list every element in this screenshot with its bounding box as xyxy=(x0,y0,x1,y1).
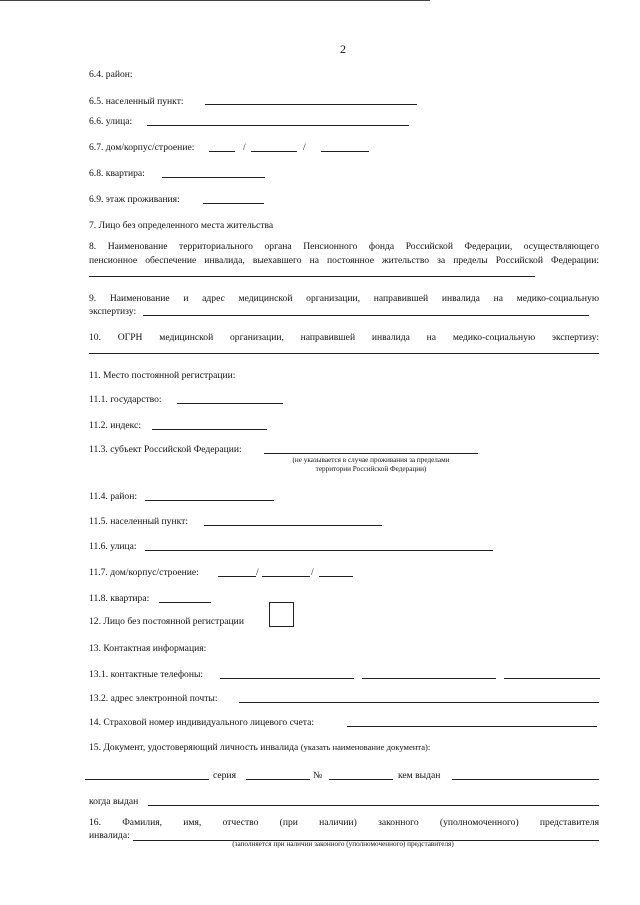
label-13-1: 13.1. контактные телефоны: xyxy=(89,669,204,680)
slash-11-7-b: / xyxy=(311,567,314,578)
page-number: 2 xyxy=(340,42,346,56)
label-15 xyxy=(89,741,430,754)
label-11-5: 11.5. населенный пункт: xyxy=(89,516,189,527)
field-11-5-settlement[interactable] xyxy=(204,525,382,526)
field-11-8-apartment[interactable] xyxy=(159,602,211,603)
field-11-6-street[interactable] xyxy=(145,550,493,551)
label-6-7: 6.7. дом/корпус/строение: xyxy=(89,142,195,153)
field-11-1-country[interactable] xyxy=(177,403,283,404)
field-13-1-phone-2[interactable] xyxy=(362,678,496,679)
field-8-pension-fund-body[interactable] xyxy=(89,276,535,277)
field-13-2-email[interactable] xyxy=(239,702,599,703)
label-15-number: № xyxy=(313,770,323,781)
field-14-snils[interactable] xyxy=(347,726,597,727)
label-13-2: 13.2. адрес электронной почты: xyxy=(89,693,218,704)
label-11-2: 11.2. индекс: xyxy=(89,420,141,431)
label-16-line1: 16. Фамилия, имя, отчество (при наличии) законного (уполномоченного) представителя xyxy=(89,817,599,828)
label-6-5: 6.5. населенный пункт: xyxy=(89,96,184,107)
field-15-issued-by[interactable] xyxy=(452,779,599,780)
field-9-medical-org[interactable] xyxy=(143,315,589,316)
label-15-when: когда выдан xyxy=(89,796,139,807)
label-11-1: 11.1. государство: xyxy=(89,394,162,405)
label-15-text: 15. Документ, удостоверяющий личность инвалида xyxy=(89,742,299,753)
label-13: 13. Контактная информация: xyxy=(89,643,207,654)
field-6-7-structure[interactable] xyxy=(321,151,369,152)
label-15-series: серия xyxy=(213,770,236,781)
label-6-6: 6.6. улица: xyxy=(89,116,133,127)
field-6-6-street[interactable] xyxy=(147,125,409,126)
field-13-1-phone-3[interactable] xyxy=(504,678,600,679)
checkbox-12-no-registration[interactable] xyxy=(269,602,294,627)
label-7: 7. Лицо без определенного места жительства xyxy=(89,220,274,231)
note-16: (заполняется при наличии законного (уполномоченного) представителя) xyxy=(232,840,454,848)
label-11: 11. Место постоянной регистрации: xyxy=(89,370,236,381)
label-9-line1: 9. Наименование и адрес медицинской организации, направившей инвалида на медико-социальную xyxy=(89,293,599,304)
label-6-4: 6.4. район: xyxy=(89,69,133,80)
top-border xyxy=(0,0,430,1)
slash-6-7-a: / xyxy=(243,142,246,153)
field-11-7-structure[interactable] xyxy=(319,576,353,577)
field-11-4-district[interactable] xyxy=(145,500,274,501)
slash-6-7-b: / xyxy=(303,142,306,153)
label-11-3: 11.3. субъект Российской Федерации: xyxy=(89,444,242,455)
label-9-line2: экспертизу: xyxy=(89,306,137,317)
field-6-9-floor[interactable] xyxy=(203,203,264,204)
field-6-5-settlement[interactable] xyxy=(205,104,417,105)
field-11-3-region[interactable] xyxy=(264,453,478,454)
field-6-8-apartment[interactable] xyxy=(162,177,265,178)
note-11-3-line1: (не указывается в случае проживания за пределами xyxy=(292,456,450,464)
field-11-7-house[interactable] xyxy=(218,576,256,577)
label-11-7: 11.7. дом/корпус/строение: xyxy=(89,567,199,578)
label-8-line1: 8. Наименование территориального органа Пенсионного фонда Российской Федерации, осуществляющего xyxy=(89,241,599,252)
label-14: 14. Страховой номер индивидуального лицевого счета: xyxy=(89,717,314,728)
label-11-4: 11.4. район: xyxy=(89,491,138,502)
label-16-line2: инвалида: xyxy=(89,830,130,841)
field-13-1-phone-1[interactable] xyxy=(220,678,354,679)
field-15-issue-date[interactable] xyxy=(148,805,599,806)
field-15-number[interactable] xyxy=(329,779,393,780)
label-11-8: 11.8. квартира: xyxy=(89,593,150,604)
field-6-7-building[interactable] xyxy=(251,151,297,152)
field-15-series[interactable] xyxy=(246,779,310,780)
field-15-document-name[interactable] xyxy=(85,779,209,780)
label-10: 10. ОГРН медицинской организации, направившей инвалида на медико-социальную экспертизу: xyxy=(89,332,599,343)
slash-11-7-a: / xyxy=(256,567,259,578)
label-6-8: 6.8. квартира: xyxy=(89,168,145,179)
field-6-7-house[interactable] xyxy=(209,151,235,152)
field-11-7-building[interactable] xyxy=(262,576,310,577)
field-10-ogrn[interactable] xyxy=(89,353,599,354)
label-12: 12. Лицо без постоянной регистрации xyxy=(89,616,244,627)
label-15-hint: (указать наименование документа): xyxy=(300,742,431,752)
note-11-3-line2: территории Российской Федерации) xyxy=(315,465,427,473)
label-15-issued-by: кем выдан xyxy=(398,770,441,781)
label-11-6: 11.6. улица: xyxy=(89,541,137,552)
label-8-line2: пенсионное обеспечение инвалида, выехавшего на постоянное жительство за пределы Российской Федерации: xyxy=(89,255,599,266)
field-11-2-postal-code[interactable] xyxy=(152,429,267,430)
label-6-9: 6.9. этаж проживания: xyxy=(89,194,180,205)
